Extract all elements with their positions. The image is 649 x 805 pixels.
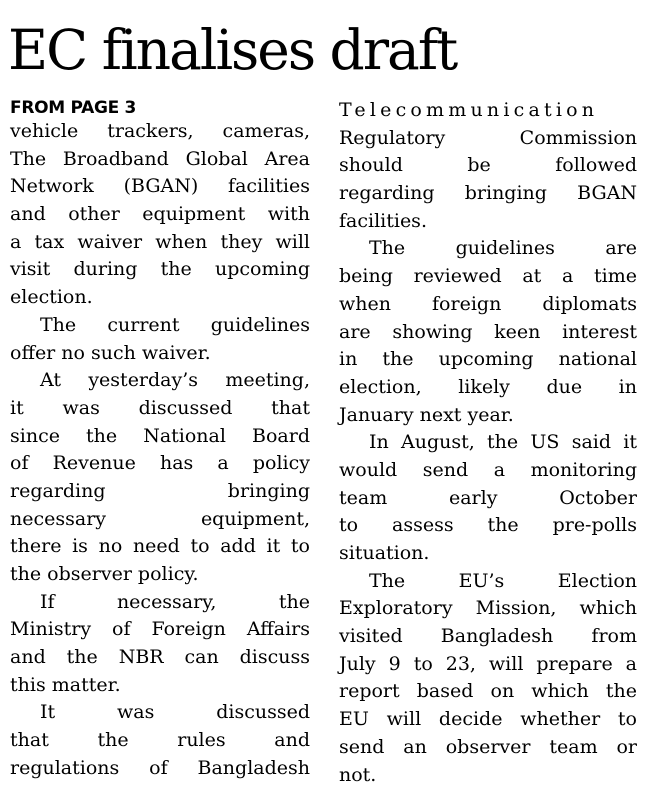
text-line: election, likely due in: [339, 375, 637, 398]
text-line: in the upcoming national: [339, 348, 637, 371]
text-line: January next year.: [339, 403, 514, 426]
text-line: there is no need to add it to: [10, 535, 310, 558]
text-line: necessary equipment,: [10, 507, 310, 530]
text-line: Exploratory Mission, which: [339, 597, 637, 620]
text-line: that the rules and: [10, 729, 310, 752]
text-line: and other equipment with: [10, 203, 310, 226]
text-line: It was discussed: [40, 701, 310, 724]
text-line: a tax waiver when they will: [10, 230, 310, 253]
text-line: visited Bangladesh from: [339, 625, 637, 648]
text-line: EU will decide whether to: [339, 708, 637, 731]
text-line: Ministry of Foreign Affairs: [10, 618, 310, 641]
text-line: The guidelines are: [369, 237, 637, 260]
continued-from-label: FROM PAGE 3: [10, 98, 137, 118]
text-line: The EU’s Election: [369, 569, 637, 592]
text-line: election.: [10, 286, 93, 309]
text-line: The Broadband Global Area: [10, 147, 310, 170]
text-line: would send a monitoring: [339, 458, 637, 481]
text-line: report based on which the: [339, 680, 637, 703]
text-line: the observer policy.: [10, 563, 199, 585]
article-column-right: [339, 97, 637, 789]
text-line: it was discussed that: [10, 396, 310, 419]
text-line: being reviewed at a time: [339, 265, 637, 288]
text-line: send an observer team or: [339, 735, 637, 758]
text-line: and the NBR can discuss: [10, 646, 310, 669]
text-line: this matter.: [10, 673, 121, 696]
text-line: offer no such waiver.: [10, 341, 211, 364]
text-line: Telecommunication: [339, 99, 599, 121]
text-line: If necessary, the: [40, 590, 310, 613]
article-column-left: [10, 97, 310, 783]
text-line: At yesterday’s meeting,: [40, 369, 310, 392]
text-line: July 9 to 23, will prepare a: [339, 652, 637, 675]
text-line: regarding bringing: [10, 479, 310, 502]
text-line: facilities.: [339, 209, 427, 232]
text-line: when foreign diplomats: [339, 292, 637, 315]
text-line: to assess the pre-polls: [339, 514, 637, 537]
text-line: situation.: [339, 542, 430, 564]
text-line: In August, the US said it: [369, 431, 637, 454]
text-line: vehicle trackers, cameras,: [10, 120, 310, 142]
text-line: Network (BGAN) facilities: [10, 175, 310, 198]
text-line: The current guidelines: [40, 313, 310, 336]
text-line: Regulatory Commission: [339, 126, 637, 149]
headline: EC finalises draft: [8, 18, 457, 82]
text-line: team early October: [339, 486, 637, 509]
text-line: not.: [339, 763, 377, 786]
text-line: since the National Board: [10, 424, 310, 447]
text-line: regarding bringing BGAN: [339, 182, 637, 205]
text-line: are showing keen interest: [339, 320, 637, 343]
text-line: should be followed: [339, 154, 637, 177]
text-line: of Revenue has a policy: [10, 452, 310, 475]
text-line: visit during the upcoming: [10, 258, 310, 281]
text-line: regulations of Bangladesh: [10, 756, 310, 779]
